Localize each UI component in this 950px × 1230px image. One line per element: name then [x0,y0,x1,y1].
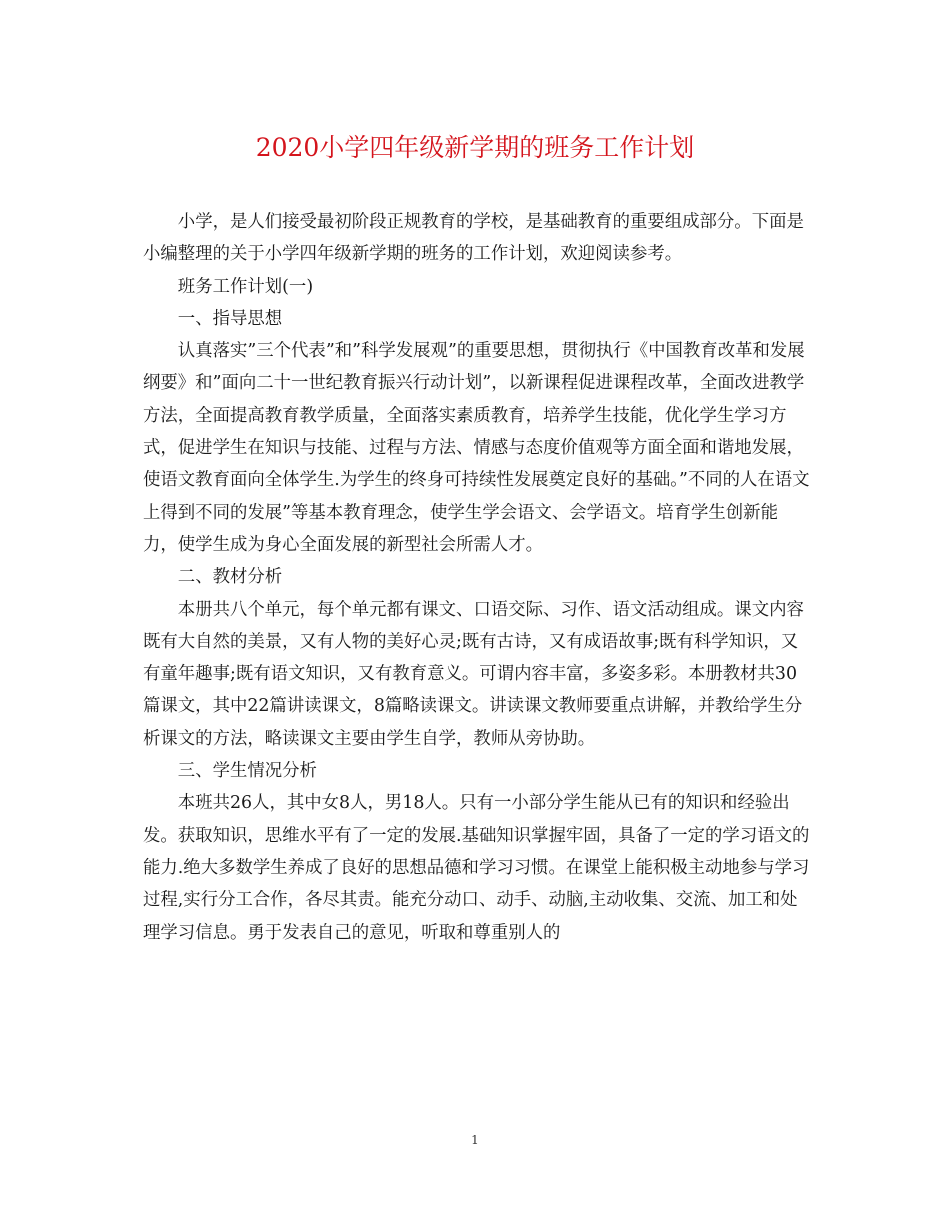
section-paragraph: 本班共26人，其中女8人，男18人。只有一小部分学生能从已有的知识和经验出发。获取知识，思维水平有了一定的发展.基础知识掌握牢固，具备了一定的学习语文的能力.绝大多数学生养成了良好的思想品德和学习习惯。在课堂上能积极主动地参与学习过程,实行分工合作，各尽其责。能充分动口、动手、动脑,主动收集、交流、加工和处理学习信息。勇于发表自己的意见，听取和尊重别人的 [143,793,810,943]
document-body [143,206,811,949]
section-heading: 二、教材分析 [177,567,283,588]
intro-paragraph: 小学，是人们接受最初阶段正规教育的学校，是基础教育的重要组成部分。下面是小编整理的关于小学四年级新学期的班务的工作计划，欢迎阅读参考。 [143,212,804,265]
section-heading: 三、学生情况分析 [177,761,317,782]
plan-heading: 班务工作计划(一) [177,276,314,297]
section-paragraph: 认真落实”三个代表”和”科学发展观”的重要思想，贯彻执行《中国教育改革和发展纲要》和”面向二十一世纪教育振兴行动计划”，以新课程促进课程改革，全面改进教学方法，全面提高教育教学质量，全面落实素质教育，培养学生技能，优化学生学习方式，促进学生在知识与技能、过程与方法、情感与态度价值观等方面全面和谐地发展，使语文教育面向全体学生.为学生的终身可持续性发展奠定良好的基础。”不同的人在语文上得到不同的发展”等基本教育理念，使学生学会语文、会学语文。培育学生创新能力，使学生成为身心全面发展的新型社会所需人才。 [143,341,810,555]
document-title: 2020小学四年级新学期的班务工作计划 [255,133,695,162]
page-number: 1 [471,1133,479,1147]
section-heading: 一、指导思想 [177,308,283,329]
section-paragraph: 本册共八个单元，每个单元都有课文、口语交际、习作、语文活动组成。课文内容既有大自然的美景，又有人物的美好心灵;既有古诗，又有成语故事;既有科学知识，又有童年趣事;既有语文知识，又有教育意义。可谓内容丰富，多姿多彩。本册教材共30篇课文，其中22篇讲读课文，8篇略读课文。讲读课文教师要重点讲解，并教给学生分析课文的方法，略读课文主要由学生自学，教师从旁协助。 [143,599,804,749]
